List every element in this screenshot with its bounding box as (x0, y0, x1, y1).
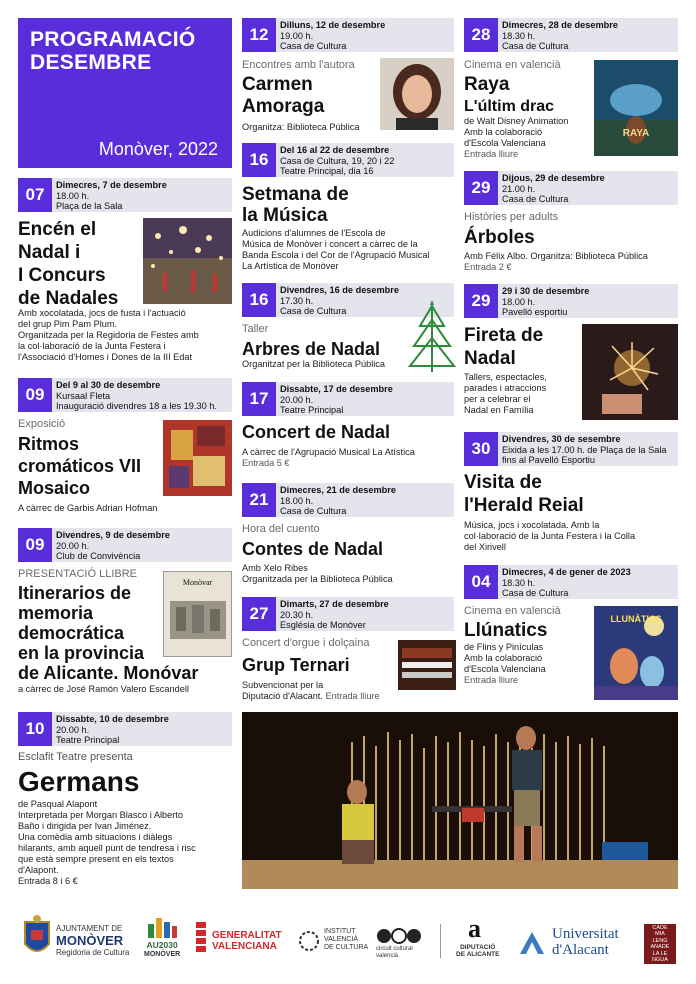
event-category: PRESENTACIÓ LLIBRE (18, 568, 137, 580)
event-description: a càrrec de José Ramón Valero Escandell (18, 684, 189, 694)
book-cover (163, 571, 232, 657)
event-date: Dijous, 29 de desembre (502, 173, 605, 183)
event-date: Divendres, 16 de desembre (280, 285, 399, 295)
event-place: Casa de Cultura (280, 506, 347, 517)
event-title-line: Nadal i (18, 242, 81, 263)
event-title-line: en la provincia (18, 643, 145, 663)
event-place: Club de Convivència (56, 551, 141, 562)
event-header-30 (464, 432, 678, 466)
desc-line: Música de Monòver i concert a càrrec de la (242, 239, 418, 249)
event-header-27 (242, 597, 454, 631)
event-day-number: 04 (464, 565, 498, 599)
desc-line: d'Alapont. (18, 865, 59, 875)
event-header-21 (242, 483, 454, 517)
entry-price: Entrada 8 i 6 € (18, 876, 78, 886)
desc-line: Amb Félix Albo. Organitza: Biblioteca Pública (464, 251, 648, 261)
logo-line: AJUNTAMENT DE (56, 924, 123, 933)
desc-line: Interpretada per Morgan Blasco i Alberto (18, 810, 183, 820)
lunatics-poster (594, 606, 678, 700)
event-time: 18.30 h. (502, 30, 536, 41)
desc-line: Una comèdia amb situacions i diàlegs (18, 832, 173, 842)
christmas-lights-photo (143, 218, 232, 304)
event-description: A càrrec de Garbis Adrian Hofman (18, 503, 158, 513)
event-place: Casa de Cultura (502, 588, 569, 599)
entry-price: Entrada 5 € (242, 458, 290, 468)
divider (440, 924, 441, 958)
event-day-number: 21 (242, 483, 276, 517)
event-title: Grup Ternari (242, 655, 350, 675)
desc-line: del Xirivell (464, 542, 506, 552)
event-description (242, 447, 456, 469)
event-title-line: I Concurs (18, 265, 106, 286)
hero-subtitle: Monòver, 2022 (98, 139, 218, 159)
entry-price: Entrada lliure (464, 675, 519, 685)
logo-line: INSTITUT (324, 928, 356, 935)
event-title-line: la Música (242, 205, 328, 226)
desc-line: Amb la colaboració (464, 653, 543, 663)
event-date: Divendres, 9 de desembre (56, 530, 170, 540)
logo-line: DIPUTACIÓ (460, 944, 496, 951)
photo-graphic (582, 324, 678, 420)
event-time: 18.00 h. (56, 190, 90, 201)
desc-line: Organitzada per la Regidoria de Festes amb (18, 330, 199, 340)
event-title-line: Nadal (464, 348, 516, 369)
painting-photo (163, 420, 232, 496)
logo-line: Regidoria de Cultura (56, 948, 130, 957)
desc-line: de Walt Disney Animation (464, 116, 569, 126)
desc-line: parades i atraccions (464, 383, 547, 393)
event-day-number: 17 (242, 382, 276, 416)
logo-au2030 (144, 940, 180, 960)
event-date: Dilluns, 12 de desembre (280, 20, 386, 30)
event-header-28 (464, 18, 678, 52)
event-date: Del 9 al 30 de desembre (56, 380, 161, 390)
desc-line: de Pasqual Alapont (18, 799, 98, 809)
logo-line: AU2030 (146, 940, 178, 950)
author-portrait (380, 58, 454, 130)
logo-line: DE ALICANTE (456, 951, 500, 958)
event-day-number: 09 (18, 378, 52, 412)
event-subtitle: L'últim drac (464, 98, 555, 115)
event-title-line: memoria (18, 603, 94, 623)
logo-diputacio (456, 944, 499, 958)
logo-line: GENERALITAT (212, 930, 282, 941)
event-note: Inauguració divendres 18 a les 19.30 h. (56, 401, 217, 412)
event-place: Plaça de la Sala (56, 201, 123, 212)
event-title (464, 471, 584, 517)
event-time: 20.30 h. (280, 609, 314, 620)
event-date: Dimecres, 4 de gener de 2023 (502, 567, 631, 577)
event-description: Organitza: Biblioteca Pública (242, 122, 360, 132)
event-title-line: Amoraga (242, 96, 325, 117)
event-time: 20.00 h. (56, 540, 90, 551)
desc-line: Amb xocolatada, jocs de fusta i l'actuació (18, 308, 186, 318)
event-description (464, 116, 594, 160)
event-description (464, 642, 594, 686)
event-time: 18.00 h. (280, 495, 314, 506)
poster-graphic (594, 60, 678, 156)
desc-line: hilarants, amb aquell punt de tendresa i risc (18, 843, 196, 853)
logo-universitat (552, 926, 619, 958)
desc-line: la col·laboració de la Junta Festera i (18, 341, 166, 351)
desc-line: l'Associació d'Homes i Dones de la III Edat (18, 352, 193, 362)
event-category: Taller (242, 323, 269, 335)
logo-line: VALENCIÀ (324, 936, 359, 943)
event-header-29-fireta (464, 284, 678, 318)
event-day-number: 29 (464, 171, 498, 205)
event-description (18, 308, 234, 363)
event-title-line: Setmana de (242, 184, 349, 205)
desc-line: Banda Escola i del Cor de l'Agrupació Musical (242, 250, 430, 260)
photo-graphic (380, 58, 454, 130)
event-description (464, 251, 678, 273)
event-title: Árboles (464, 227, 535, 248)
desc-line: que està sempre present en els textos (18, 854, 174, 864)
event-category: Exposició (18, 418, 66, 430)
event-day-number: 29 (464, 284, 498, 318)
event-description (18, 799, 234, 887)
event-day-number: 12 (242, 18, 276, 52)
circuit-icon (376, 928, 422, 944)
event-description (242, 228, 456, 272)
desc-line: Tallers, espectacles, (464, 372, 547, 382)
entry-price: Entrada lliure (464, 149, 519, 159)
event-day-number: 16 (242, 283, 276, 317)
event-title-line: Fireta de (464, 325, 544, 346)
event-day-number: 09 (18, 528, 52, 562)
desc-line: A càrrec de l'Agrupació Musical La Atística (242, 447, 415, 457)
event-title (18, 433, 141, 499)
tree-graphic (408, 296, 456, 374)
event-header-09-expo (18, 378, 232, 412)
photo-graphic (398, 640, 456, 690)
event-description (242, 563, 456, 585)
logo-line: MIA (655, 931, 665, 938)
event-header-17 (242, 382, 454, 416)
event-title-line: Ritmos (18, 434, 80, 454)
event-place: Casa de Cultura (280, 306, 347, 317)
event-description (464, 372, 582, 416)
logo-academia (644, 924, 676, 964)
event-place: Casa de Cultura (280, 41, 347, 52)
event-place: Casa de Cultura (502, 194, 569, 205)
event-title-line: l'Herald Reial (464, 495, 584, 516)
hero-banner (18, 18, 232, 168)
desc-line: Nadal en Família (464, 405, 534, 415)
event-day-number: 10 (18, 712, 52, 746)
logo-generalitat (212, 930, 282, 952)
logo-line: circuit cultural (376, 946, 413, 952)
book-cover-graphic (164, 587, 232, 647)
logo-line: LA LE (652, 950, 668, 957)
sparkler-photo (582, 324, 678, 420)
logo-line: LENG (652, 937, 668, 944)
event-header-16-musica (242, 143, 454, 177)
theatre-photo (242, 712, 678, 889)
event-date: Dimarts, 27 de desembre (280, 599, 389, 609)
event-title-line: Encén el (18, 219, 97, 240)
event-place-2: Teatre Principal, dia 16 (280, 166, 374, 177)
event-description (242, 680, 402, 702)
event-date: Dissabte, 10 de desembre (56, 714, 169, 724)
event-title (242, 184, 349, 226)
event-time: 19.00 h. (280, 30, 314, 41)
logo-line: d'Alacant (552, 942, 609, 958)
tree-icon (408, 296, 456, 374)
event-date: 29 i 30 de desembre (502, 286, 590, 296)
event-day-number: 28 (464, 18, 498, 52)
event-title: Llúnatics (464, 620, 548, 641)
poster-title: RAYA (622, 128, 650, 139)
desc-line: d'Escola Valenciana (464, 138, 546, 148)
event-place: Teatre Principal (56, 735, 120, 746)
event-header-04 (464, 565, 678, 599)
event-place: Casa de Cultura (502, 41, 569, 52)
event-date: Dissabte, 17 de desembre (280, 384, 393, 394)
event-title: Contes de Nadal (242, 539, 384, 559)
event-day-number: 07 (18, 178, 52, 212)
event-date: Dimecres, 21 de desembre (280, 485, 396, 495)
desc-line: per a celebrar el (464, 394, 531, 404)
event-date: Dimecres, 7 de desembre (56, 180, 167, 190)
logo-line: DE CULTURA (324, 944, 369, 951)
raya-poster (594, 60, 678, 156)
event-time: 20.00 h. (56, 724, 90, 735)
event-header-09-book (18, 528, 232, 562)
event-title: Concert de Nadal (242, 422, 391, 442)
au2030-icon (146, 916, 178, 938)
event-date: Dimecres, 28 de desembre (502, 20, 618, 30)
event-time: 18.30 h. (502, 577, 536, 588)
event-place: Kursaal Fleta (56, 390, 111, 401)
event-header-07 (18, 178, 232, 212)
event-title-line: Itinerarios de (18, 583, 132, 603)
poster-title: LLUNÀTICS (610, 614, 662, 624)
event-time: 18.00 h. (502, 296, 536, 307)
event-title-line: Mosaico (18, 478, 91, 498)
event-date: Divendres, 30 de sesembre (502, 434, 621, 444)
logo-line: valencià (376, 953, 399, 959)
coat-of-arms-icon (22, 914, 52, 960)
entry-price: Entrada lliure (325, 691, 380, 701)
logo-line: NGUA (652, 957, 668, 964)
event-description (464, 520, 678, 553)
event-title-line: Carmen (242, 74, 313, 95)
event-place-2: fins al Pavelló Esportiu (502, 455, 595, 466)
desc-line: Baño i dirigida per Ivan Jiménez. (18, 821, 152, 831)
desc-line: Música, jocs i xocolatada. Amb la (464, 520, 600, 530)
desc-line: La Artística de Monòver (242, 261, 339, 271)
desc-line: Organitzada per la Biblioteca Pública (242, 574, 393, 584)
logo-line: VALENCIANA (212, 941, 277, 952)
event-day-number: 30 (464, 432, 498, 466)
event-header-10 (18, 712, 232, 746)
event-description: Organitzat per la Biblioteca Pública (242, 359, 385, 369)
event-time: 21.00 h. (502, 183, 536, 194)
desc-line: d'Escola Valenciana (464, 664, 546, 674)
desc-line: del grup Pim Pam Plum. (18, 319, 118, 329)
event-title-line: Visita de (464, 472, 542, 493)
hero-title-line2: DESEMBRE (30, 51, 152, 74)
logo-circuit (376, 946, 413, 960)
logo-line: Universitat (552, 926, 619, 942)
hero-title-line1: PROGRAMACIÓ (30, 28, 196, 51)
desc-line: Audicions d'alumnes de l'Escola de (242, 228, 386, 238)
desc-line: Amb la colaboració (464, 127, 543, 137)
event-header-29-arboles (464, 171, 678, 205)
event-category: Esclafit Teatre presenta (18, 751, 133, 763)
event-place: Pavelló esportiu (502, 307, 568, 318)
event-title (464, 324, 543, 370)
event-category: Hora del cuento (242, 523, 320, 535)
event-category: Encontres amb l'autora (242, 59, 355, 71)
desc-line: col·laboració de la Junta Festera i la Colla (464, 531, 636, 541)
event-title-line: democrática (18, 623, 125, 643)
event-category: Concert d'orgue i dolçaina (242, 637, 370, 649)
event-title: Germans (18, 766, 140, 797)
desc-line: Diputació d'Alacant. (242, 691, 323, 701)
event-place: Eixida a les 17.00 h. de Plaça de la Sala (502, 444, 667, 455)
ivc-icon (298, 930, 320, 952)
photo-graphic (163, 420, 232, 496)
diputacio-icon: a (468, 914, 481, 943)
event-time: 20.00 h. (280, 394, 314, 405)
ua-icon (518, 928, 546, 956)
event-place: Església de Monòver (280, 620, 366, 631)
event-title (242, 74, 324, 118)
event-date: Del 16 al 22 de desembre (280, 145, 390, 155)
event-place: Teatre Principal (280, 405, 344, 416)
desc-line: Amb Xelo Ribes (242, 563, 308, 573)
event-day-number: 16 (242, 143, 276, 177)
event-category: Històries per adults (464, 211, 559, 223)
event-title-line: de Alicante. Monóvar (18, 663, 199, 683)
logo-ajuntament (56, 924, 129, 958)
logo-line: MONÒVER (144, 951, 181, 958)
event-category: Cinema en valencià (464, 59, 561, 71)
logo-line: CADE (652, 925, 668, 931)
logo-ivc (324, 928, 368, 952)
entry-price: Entrada 2 € (464, 262, 512, 272)
gva-icon (194, 922, 208, 958)
event-place: Casa de Cultura, 19, 20 i 22 (280, 155, 395, 166)
sponsor-bar (0, 900, 696, 984)
event-day-number: 27 (242, 597, 276, 631)
event-category: Cinema en valencià (464, 605, 561, 617)
organ-photo (398, 640, 456, 690)
event-title (18, 218, 118, 310)
photo-graphic (143, 218, 232, 304)
desc-line: Subvencionat per la (242, 680, 324, 690)
event-title-line: de Nadales (18, 288, 119, 309)
logo-line: MONÒVER (56, 933, 124, 948)
event-title-line: cromáticos VII (18, 456, 142, 476)
desc-line: de Flins y Pinículas (464, 642, 544, 652)
photo-graphic (242, 712, 678, 889)
event-title: Raya (464, 74, 510, 95)
event-time: 17.30 h. (280, 295, 314, 306)
logo-line: ANADE (650, 944, 670, 951)
event-title: Arbres de Nadal (242, 339, 381, 359)
book-cover-title: Monòvar (182, 578, 213, 587)
event-header-12 (242, 18, 454, 52)
